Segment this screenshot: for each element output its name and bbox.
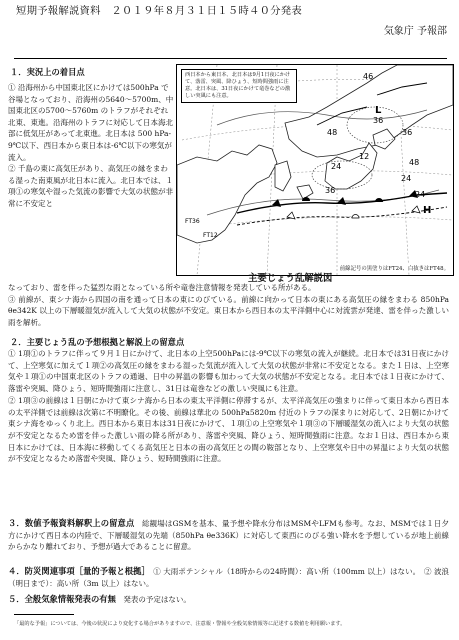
label-36a: 36 <box>373 116 384 125</box>
section-5-heading: ５．全般気象情報発表の有無 <box>8 594 116 604</box>
label-24b: 24 <box>401 174 412 183</box>
section-5-text: 発表の予定はない。 <box>123 595 191 604</box>
section-3 <box>8 518 449 553</box>
footnote: 「最的な予報」については、今後の状況により変化する場合がありますので、注意報・警報や全般気象情報等に記述する数値を利用願います。 <box>14 621 346 627</box>
label-48b: 48 <box>409 158 420 167</box>
section-4-heading: ４．防災関連事項［量的予報と根拠］ <box>8 566 146 576</box>
section-3-heading: ３．数値予報資料解釈上の留意点 <box>8 518 135 528</box>
ft12-label: FT12 <box>203 232 218 239</box>
low-pressure-label: L <box>375 105 382 116</box>
section-1-continued <box>8 282 449 329</box>
map-legend: 前線記号の黒塗りはFT24、白抜きはFT48。 <box>339 266 449 272</box>
section-1-left-column <box>8 82 174 210</box>
section-2-item-1: ① 1項①のトラフに伴って９月１日にかけて、北日本の上空500hPaには-9℃以下の寒気の流入が継続。北日本では31日夜にかけて、上空寒気に加えて１項②の高気圧の縁をまわる湿った気流が流入して大気の状態が非常に不安定となる。また１日は、上空寒気や１項①の中国東北区のトラフの通過、日中の昇温の影響も加わって大気の状態が不安定となる。北日本では１日夜にかけて、落雷や突風、降ひょう、短時間強雨に注意し、31日は竜巻などの激しい突風にも注意。 <box>8 349 449 394</box>
document-header <box>0 0 459 58</box>
map-caption: 主要じょう乱解説図 <box>248 273 333 284</box>
section-2-item-2: ② 1項③の前線は１日朝にかけて東シナ海から日本の東太平洋側に停滞するが、太平洋高気圧の強まりに伴って東日本から西日本の太平洋側では前線は次第に不明瞭化。その後、前線は華北の 500hPa5820m 付近のトラフの深まりに対応して、2日朝にかけて東シナ海をゆっくり北上。西日本から東日本は31日夜にかけて、１項①の上空寒気や１項③の下層暖湿気の流入により大気の状態が不安定となるため雷を伴った激しい雨の降る所があり、落雷や突風、降ひょう、短時間強雨に注意。なお１日は、西日本から東日本にかけては、日本海に移動してくる高気圧と日本の南の高気圧との間の鞍部となり、上空寒気や日中の昇温により大気の状態が不安定となるため落雷や突風、降ひょう、短時間強雨に注意。 <box>8 395 449 464</box>
label-24a: 24 <box>331 162 342 171</box>
weather-map <box>176 64 454 276</box>
section-5 <box>8 594 449 606</box>
label-12: 12 <box>359 152 370 161</box>
section-1-heading: １．実況上の着目点 <box>10 67 85 77</box>
section-4-text: ① 大雨ポテンシャル（18時からの24時間）：高い所（100mm 以上）はない。 ② 波浪（明日まで）：高い所（3m 以上）はない。 <box>8 567 449 588</box>
section-2-body <box>8 348 449 465</box>
high-pressure-label: H <box>423 205 432 216</box>
label-48a: 48 <box>327 128 338 137</box>
section-1-item-2-start: ② 千島の東に高気圧があり、高気圧の縁をまわる湿った南東風が北日本に流入。北日本では、１項①の寒気や湿った気流の影響で大気の状態が非常に不安定と <box>8 164 173 208</box>
section-2-heading: ２．主要じょう乱の予想根拠と解説上の留意点 <box>10 337 185 347</box>
section-1-item-1: ① 沿海州から中国東北区にかけては500hPa で谷場となっており、沿海州の5640～5700m、中国東北区の5700～5760m のトラフがそれぞれ北東、東進。沿海州のトラフに対応して日本海北部に低気圧があって北東進。北日本は 500 hPa-9℃以下、西日本から東日本は-6℃以下の寒気が流入。 <box>8 83 174 162</box>
label-46: 46 <box>363 72 374 81</box>
label-36c: 36 <box>325 186 336 195</box>
document-title: 短期予報解説資料 ２０１９年８月３１日１５時４０分発表 <box>16 5 302 17</box>
label-36b: 36 <box>402 128 413 137</box>
label-24c: 24 <box>415 190 426 199</box>
map-warning-note: 西日本から東日本、北日本は9月1日夜にかけて、落雷、突風、降ひょう、短時間強雨に注意。北日本は、31日夜にかけて竜巻などの激しい突風にも注意。 <box>181 69 297 103</box>
issuer: 気象庁 予報部 <box>383 26 447 37</box>
section-4 <box>8 566 449 589</box>
section-3-text: 総観場はGSMを基本、量予想や降水分布はMSMやLFMも参考。なお、MSMでは１日夕方にかけて西日本の内陸で、下層暖湿気の先端（850hPa θe336K）に対応して東西にのびる強い降水を予想しているが地上前線からかなり離れており、予想が過大であることに留意。 <box>8 519 449 552</box>
ft36-label: FT36 <box>185 218 200 225</box>
footnote-rule <box>14 614 74 615</box>
section-1-item-3: ③ 前線が、東シナ海から四国の南を通って日本の東にのびている。前線に向かって日本の東にある高気圧の縁をまわる 850hPa θe342K 以上の下層暖湿気が流入して大気の状態が不安定。東日本から西日本の太平洋側中心に対流雲が発達、雷を伴った激しい雨を解析。 <box>8 294 449 328</box>
section-1-item-2-end: なっており、雷を伴った猛烈な雨となっている所や竜巻注意情報を発表している所がある。 <box>8 283 316 292</box>
header-rule <box>14 58 447 59</box>
